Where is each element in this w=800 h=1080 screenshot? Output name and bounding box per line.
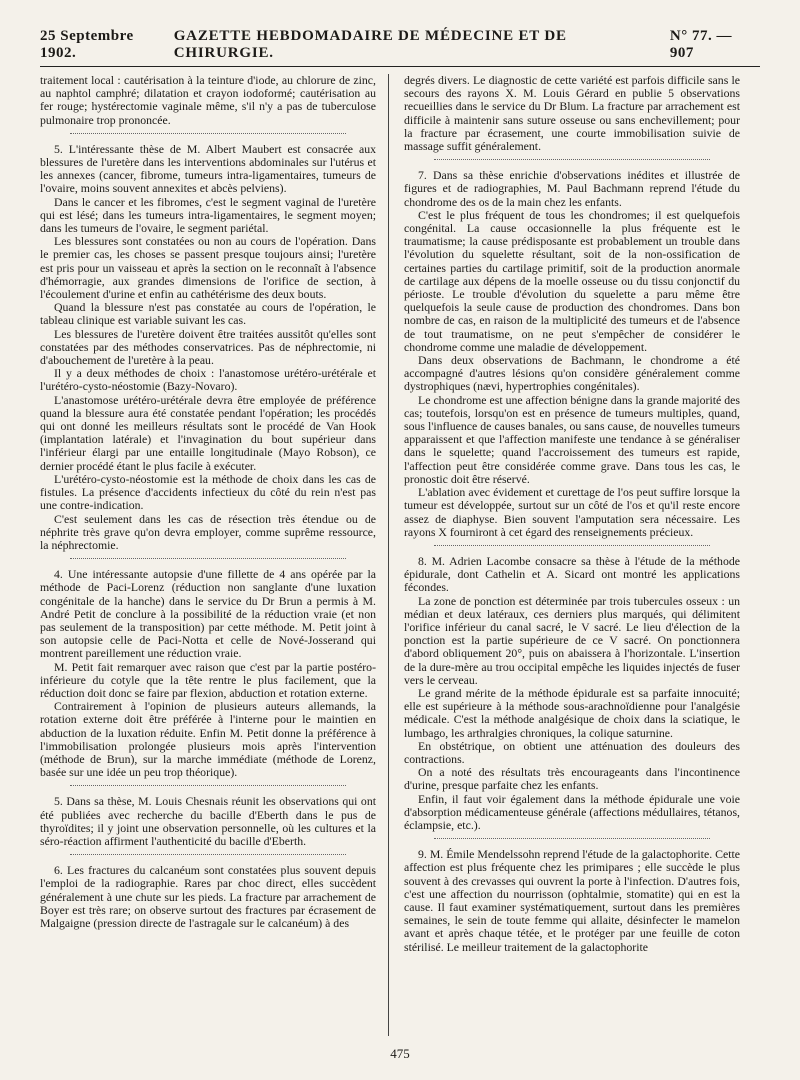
paragraph: Quand la blessure n'est pas constatée au cours de l'opération, le tableau clinique est variable suivant les cas.: [40, 300, 376, 328]
paragraph: C'est seulement dans les cas de résection très étendue ou de néphrite très grave qu'on devra employer, comme suprême ressource, la néphrectomie.: [40, 511, 376, 552]
paragraph: On a noté des résultats très encourageants dans l'incontinence d'urine, presque parfaite chez les enfants.: [404, 765, 740, 793]
paragraph: M. Petit fait remarquer avec raison que c'est par la partie postéro-inférieure du cotyle que la tête rentre le plus facilement, que la réduction doit donc se faire par flexion, abduction et rotation externe.: [40, 659, 376, 700]
paragraph: L'urétéro-cysto-néostomie est la méthode de choix dans les cas de fistules. La présence d'accidents infectieux du côté du rein n'est pas une contre-indication.: [40, 471, 376, 513]
paragraph: 5. L'intéressante thèse de M. Albert Maubert est consacrée aux blessures de l'uretère dans les interventions abdominales sur l'utérus et les annexes (cancer, fibrome, tumeurs intra-ligamentaires, tumeurs de l'ovaire, moins souvent annexites et abcès pelviens).: [40, 141, 376, 196]
right-column: [404, 74, 740, 1036]
left-section: [40, 143, 376, 552]
paragraph: C'est le plus fréquent de tous les chondromes; il est quelquefois congénital. La cause occasionnelle la plus fréquente est le traumatisme; la cause prédisposante est probablement un trouble dans l'évolution du squelette résultant, soit de la non-ossification de certaines parties du cartilage primitif, soit de la production anormale de cartilage aux dépens de la moelle osseuse ou du tissu conjonctif du périoste. Le trouble d'évolution du squelette a paru même être quelquefois la seule cause de production des chondromes. Dans bon nombre de cas, en raison de la multiplicité des tumeurs et de l'absence de tout traumatisme, on ne peut s'empêcher de considérer le chondrome comme une maladie de développement.: [404, 207, 740, 354]
issue-number: N° 77. — 907: [669, 28, 733, 61]
paragraph: Dans deux observations de Bachmann, le chondrome a été accompagné d'autres lésions qu'on considère généralement comme dystrophiques (nævi, hypertrophies congénitales).: [404, 353, 740, 394]
issue-date: 25 Septembre 1902.: [40, 28, 134, 61]
paragraph: degrés divers. Le diagnostic de cette variété est parfois difficile sans le secours des rayons X. M. Louis Gérard en publie 5 observations recueillies dans le service du Dr Blum. La fracture par arrachement est difficile à maintenir sans suture osseuse ou sans enchevillement; pour la fracture par écrasement, une courte immobilisation suivie de massage suffit généralement.: [404, 74, 740, 154]
right-section: [404, 74, 740, 153]
right-section: [404, 555, 740, 832]
left-section: [40, 864, 376, 930]
paragraph: 4. Une intéressante autopsie d'une fillette de 4 ans opérée par la méthode de Paci-Lorenz (réduction non sanglante d'une luxation congénitale de la hanche) dans le service du Dr Brun a permis à M. André Petit de conclure à la possibilité de la réduction vraie (et non pas seulement de la transposition) par cette méthode. M. Petit joint à son autopsie celle de Paci-Notta et celle de Nové-Josserand qui montrent pareillement une réduction vraie.: [40, 567, 376, 661]
section-separator: [434, 545, 710, 546]
section-separator: [70, 854, 346, 855]
paragraph: Les blessures sont constatées ou non au cours de l'opération. Dans le premier cas, les choses se passent presque toujours ainsi; l'uretère est pris pour un vaisseau et après la section on le reconnaît à l'absence d'hémorragie, aux grandes dimensions de l'orifice de section, à l'écoulement d'urine et enfin au cathétérisme des deux bouts.: [40, 234, 376, 302]
section-separator: [434, 838, 710, 839]
paragraph: Il y a deux méthodes de choix : l'anastomose urétéro-urétérale et l'urétéro-cysto-néostomie (Bazy-Novaro).: [40, 366, 376, 394]
right-section: [404, 848, 740, 954]
paragraph: Le grand mérite de la méthode épidurale est sa parfaite innocuité; elle est supérieure à la méthode sous-arachnoïdienne pour l'analgésie médicale. C'est la méthode analgésique de choix dans la sciatique, le lumbago, les arthralgies chroniques, la colique saturnine.: [404, 685, 740, 740]
paragraph: L'anastomose urétéro-urétérale devra être employée de préférence quand la blessure aura été constatée pendant l'opération; les procédés qui ont donné les meilleurs résultats sont le procédé de Van Hook (implantation latérale) et l'invagination du bout supérieur dans l'inférieur élargi par une entaille longitudinale (Mayo Robson), ce dernier procédé étant le plus facile à exécuter.: [40, 392, 376, 473]
left-section: [40, 568, 376, 779]
page-number: 475: [390, 1046, 410, 1061]
section-separator: [70, 785, 346, 786]
paragraph: 7. Dans sa thèse enrichie d'observations inédites et illustrée de figures et de radiographies, M. Paul Bachmann reprend l'étude du chondrome des os de la main chez les enfants.: [404, 168, 740, 209]
paragraph: La zone de ponction est déterminée par trois tubercules osseux : un médian et deux latéraux, ces derniers plus marqués, qui délimitent l'orifice inférieur du canal sacré, le V sacré. Le lieu d'élection de la ponction est la partie supérieure de ce V sacré. On ponctionnera d'abord obliquement 20°, puis on abaissera à l'horizontale. L'insertion de la dure-mère au trou occipital empêche les liquides injectés de fuser vers le cerveau.: [404, 593, 740, 687]
section-separator: [434, 159, 710, 160]
paragraph: Dans le cancer et les fibromes, c'est le segment vaginal de l'uretère qui est lésé; dans les tumeurs intra-ligamentaires, le segment moyen; dans les tumeurs de l'ovaire, le segment pariétal.: [40, 194, 376, 236]
paragraph: 8. M. Adrien Lacombe consacre sa thèse à l'étude de la méthode épidurale, dont Cathelin et A. Sicard ont montré les applications fécondes.: [404, 553, 740, 595]
paragraph: traitement local : cautérisation à la teinture d'iode, au chlorure de zinc, au naphtol camphré; dilatation et crayon iodoformé; cautérisation au fer rouge; hystérectomie vaginale même, s'il n'y a pas de tuberculose pulmonaire trop prononcée.: [40, 74, 376, 127]
journal-title: GAZETTE HEBDOMADAIRE DE MÉDECINE ET DE CHIRURGIE.: [173, 28, 567, 61]
paragraph: 6. Les fractures du calcanéum sont constatées plus souvent depuis l'emploi de la radiographie. Rares par choc direct, elles succèdent généralement à une chute sur les pieds. La fracture par arrachement de Boyer est très rare; on observe surtout des fractures par écrasement de Malgaigne (pression directe de l'astragale sur le calcanéum) à des: [40, 863, 376, 930]
paragraph: 5. Dans sa thèse, M. Louis Chesnais réunit les observations qui ont été publiées avec recherche du bacille d'Eberth dans le pus de thyroïdites; il y joint une observation personnelle, où les cultures et la séro-réaction affirment l'authenticité du bacille d'Eberth.: [40, 794, 376, 848]
paragraph: En obstétrique, on obtient une atténuation des douleurs des contractions.: [404, 738, 740, 766]
paragraph: 9. M. Émile Mendelssohn reprend l'étude de la galactophorite. Cette affection est plus fréquente chez les primipares ; elle succède le plus souvent à des crevasses qui ouvrent la porte à l'infection. D'autres fois, c'est une affection du nourrisson (ophtalmie, stomatite) qui en est la cause. Il faut examiner systématiquement, surtout dans les premières semaines, le sein de toute femme qui allaite, désinfecter le mamelon avant et après chaque tétée, et le protéger par une feuille de coton stérilisé. Le meilleur traitement de la galactophorite: [404, 847, 740, 954]
section-separator: [70, 133, 346, 134]
left-section: [40, 74, 376, 127]
paragraph: Les blessures de l'uretère doivent être traitées aussitôt qu'elles sont constatées par des méthodes conservatrices. Pas de néphrectomie, ni d'abouchement de l'uretère à la peau.: [40, 326, 376, 368]
paragraph: Le chondrome est une affection bénigne dans la grande majorité des cas; toutefois, lorsqu'on est en présence de tumeurs multiples, quand, sous l'influence de causes banales, ou sans cause, de nouvelles tumeurs apparaissent et que l'affection manifeste une tendance à se généraliser dans le squelette; quand l'accroissement des tumeurs est rapide, l'affection peut être considérée comme grave. Dans tous les cas, le pronostic doit être réservé.: [404, 392, 740, 486]
column-divider: [388, 74, 389, 1036]
header-rule: [40, 66, 760, 67]
left-column: [40, 74, 376, 1036]
left-section: [40, 795, 376, 848]
section-separator: [70, 558, 346, 559]
right-section: [404, 169, 740, 539]
paragraph: L'ablation avec évidement et curettage de l'os peut suffire lorsque la tumeur est développée, surtout sur un côté de l'os et qu'il reste encore assez de diaphyse. Bien souvent l'amputation sera nécessaire. Les rayons X fourniront à cet égard des renseignements précieux.: [404, 485, 740, 539]
page-header: [40, 28, 760, 62]
paragraph: Contrairement à l'opinion de plusieurs auteurs allemands, la rotation externe doit être préférée à l'interne pour le maintien en abduction de la luxation réduite. Enfin M. Petit donne la préférence à l'immobilisation prolongée plusieurs mois après l'intervention (méthode de Brun), sur la marche immédiate (méthode de Lorenz, basée sur une idée un peu trop théorique).: [40, 699, 376, 780]
paragraph: Enfin, il faut voir également dans la méthode épidurale une voie d'absorption médicamenteuse générale (affections médullaires, tétanos, éclampsie, etc.).: [404, 791, 740, 832]
